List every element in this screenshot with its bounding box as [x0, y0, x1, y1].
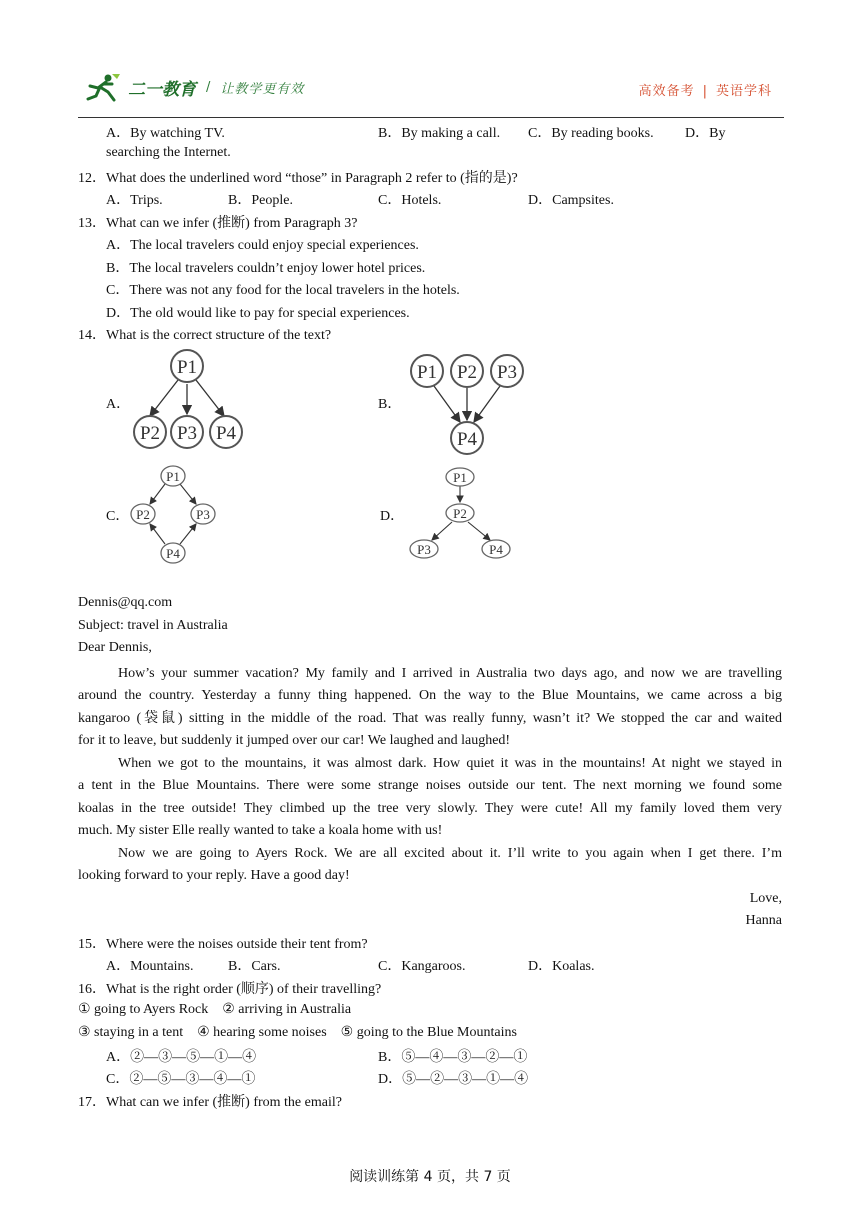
- q16-items-line: ③ staying in a tent ④ hearing some noises ⑤ going to the Blue Mountains: [78, 1025, 517, 1040]
- structure-diagram-d: [404, 464, 520, 562]
- q14-label-c: C．: [106, 509, 130, 524]
- q14-stem: 14．What is the correct structure of the text?: [78, 328, 332, 343]
- node-label: P3: [176, 423, 198, 444]
- email-paragraph-2-line: When we got to the mountains, it was almost dark. How quiet it was in the mountains! At night we stayed in: [118, 756, 782, 771]
- header-tag-subject: 英语学科: [715, 84, 772, 99]
- email-closing: Love,: [749, 891, 782, 906]
- q15-stem: 15．Where were the noises outside their tent from?: [78, 937, 368, 952]
- q16-option-a: A．②—③—⑤—①—④: [106, 1050, 257, 1065]
- email-paragraph-3-line: looking forward to your reply. Have a good day!: [78, 868, 350, 883]
- q15-option-b: B．Cars.: [228, 959, 281, 974]
- email-paragraph-1-line: kangaroo (袋鼠) sitting in the middle of the road. That was really funny, wasn’t it? We stopped the car and waited: [78, 711, 782, 726]
- node-label: P1: [176, 357, 198, 378]
- email-paragraph-1-line: for it to leave, but suddenly it jumped over our car! We laughed and laughed!: [78, 733, 511, 748]
- node-label: P2: [139, 423, 161, 444]
- structure-diagram-a: [128, 346, 248, 450]
- q16-option-d: D．⑤—②—③—①—④: [378, 1072, 529, 1087]
- q16-option-b: B．⑤—④—③—②—①: [378, 1050, 528, 1065]
- q16-stem: 16．What is the right order (顺序) of their travelling?: [78, 982, 382, 997]
- q15-option-a: A．Mountains.: [106, 959, 194, 974]
- q15-option-d: D．Koalas.: [528, 959, 595, 974]
- header-rule: [78, 117, 784, 118]
- q11-option-d-continued: searching the Internet.: [106, 145, 231, 160]
- structure-diagram-c: [126, 462, 222, 568]
- q11-option-d: D．By: [685, 126, 726, 141]
- q17-stem: 17．What can we infer (推断) from the email?: [78, 1095, 342, 1110]
- node-label: P1: [453, 470, 467, 485]
- q16-items-line: ① going to Ayers Rock ② arriving in Australia: [78, 1002, 352, 1017]
- email-address: Dennis@qq.com: [78, 595, 173, 610]
- header-tag-exam: 高效备考: [638, 84, 695, 99]
- q12-option-b: B．People.: [228, 193, 293, 208]
- email-paragraph-3-line: Now we are going to Ayers Rock. We are all excited about it. I’ll write to you again when I get there. I’m: [118, 846, 782, 861]
- email-signature: Hanna: [745, 913, 782, 928]
- q11-option-b: B．By making a call.: [378, 126, 501, 141]
- q13-option-c: C．There was not any food for the local travelers in the hotels.: [106, 283, 460, 298]
- email-paragraph-2-line: a tent in the Blue Mountains. There were some strange noises outside our tent. The next morning we found some: [78, 778, 782, 793]
- q15-option-c: C．Kangaroos.: [378, 959, 466, 974]
- email-paragraph-2-line: much. My sister Elle really wanted to take a koala home with us!: [78, 823, 443, 838]
- email-paragraph-1-line: around the country. Yesterday a funny thing happened. On the way to the Blue Mountains, we came across a big: [78, 688, 782, 703]
- email-greeting: Dear Dennis,: [78, 640, 152, 655]
- node-label: P4: [166, 546, 180, 561]
- q12-option-d: D．Campsites.: [528, 193, 614, 208]
- node-label: P4: [215, 423, 237, 444]
- q14-label-b: B．: [378, 397, 402, 412]
- q12-option-a: A．Trips.: [106, 193, 163, 208]
- q14-label-a: A．: [106, 397, 131, 412]
- q13-option-b: B．The local travelers couldn’t enjoy lower hotel prices.: [106, 261, 426, 276]
- running-man-logo-icon: [84, 72, 124, 102]
- node-label: P2: [453, 506, 467, 521]
- header-subject-tag: [639, 80, 772, 99]
- structure-diagram-b: [404, 352, 528, 456]
- q11-option-a: A．By watching TV.: [106, 126, 225, 141]
- email-paragraph-1-line: How’s your summer vacation? My family and I arrived in Australia two days ago, and now we are travelling: [118, 666, 782, 681]
- q12-option-c: C．Hotels.: [378, 193, 442, 208]
- header-separator: /: [206, 79, 211, 95]
- node-label: P3: [417, 542, 431, 557]
- header-brand: [84, 70, 304, 104]
- brand-name: 二一教育: [128, 79, 196, 100]
- header-slogan: 让教学更有效: [220, 81, 305, 97]
- q11-option-c: C．By reading books.: [528, 126, 654, 141]
- q16-option-c: C．②—⑤—③—④—①: [106, 1072, 256, 1087]
- node-label: P4: [489, 542, 503, 557]
- email-subject: Subject: travel in Australia: [78, 618, 228, 633]
- q14-label-d: D．: [380, 509, 405, 524]
- q13-option-d: D．The old would like to pay for special experiences.: [106, 306, 410, 321]
- node-label: P4: [456, 429, 478, 450]
- node-label: P2: [456, 362, 478, 383]
- header-tag-divider: |: [702, 84, 708, 99]
- node-label: P2: [136, 507, 150, 522]
- q12-stem: 12．What does the underlined word “those” in Paragraph 2 refer to (指的是)?: [78, 171, 518, 186]
- node-label: P1: [166, 469, 180, 484]
- q13-stem: 13．What can we infer (推断) from Paragraph 3?: [78, 216, 358, 231]
- q13-option-a: A．The local travelers could enjoy special experiences.: [106, 238, 419, 253]
- node-label: P3: [496, 362, 518, 383]
- email-paragraph-2-line: koalas in the tree outside! They climbed up the tree very slowly. They were cute! All my family loved them very: [78, 801, 782, 816]
- node-label: P1: [416, 362, 438, 383]
- page-footer: 阅读训练第 4 页，共 7 页: [349, 1169, 511, 1185]
- node-label: P3: [196, 507, 210, 522]
